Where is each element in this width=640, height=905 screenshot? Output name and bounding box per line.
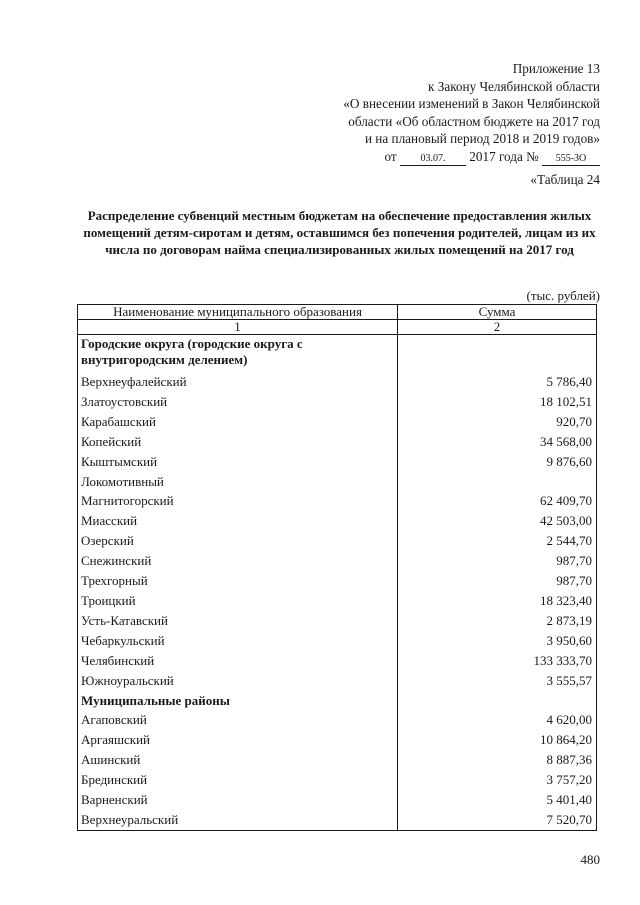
municipality-name: Магнитогорский	[78, 491, 398, 511]
page-number: 480	[580, 852, 600, 867]
appendix-line: к Закону Челябинской области	[428, 78, 600, 94]
table-label: «Таблица 24	[530, 172, 600, 187]
law-date-line	[343, 148, 600, 166]
table-row	[78, 531, 597, 551]
section-row	[78, 335, 597, 373]
subsidy-amount	[398, 472, 597, 492]
municipality-name: Локомотивный	[78, 472, 398, 492]
units-label: (тыс. рублей)	[526, 288, 600, 303]
table-row	[78, 810, 597, 830]
municipality-name: Верхнеуфалейский	[78, 372, 398, 392]
municipality-name: Варненский	[78, 790, 398, 810]
subsidy-amount: 10 864,20	[398, 730, 597, 750]
municipality-name: Трехгорный	[78, 571, 398, 591]
subsidy-amount: 133 333,70	[398, 651, 597, 671]
table-row	[78, 372, 597, 392]
column-number: 2	[398, 320, 597, 335]
table-row	[78, 571, 597, 591]
municipality-name: Кыштымский	[78, 452, 398, 472]
table-row	[78, 611, 597, 631]
municipality-name: Челябинский	[78, 651, 398, 671]
law-number: 555-ЗО	[542, 153, 600, 166]
column-header-sum: Сумма	[398, 305, 597, 320]
table-row	[78, 651, 597, 671]
subsidy-amount: 18 102,51	[398, 392, 597, 412]
table-row	[78, 412, 597, 432]
subsidy-amount: 3 555,57	[398, 671, 597, 691]
municipality-name: Усть-Катавский	[78, 611, 398, 631]
municipality-name: Троицкий	[78, 591, 398, 611]
appendix-header	[343, 60, 600, 166]
subsidy-amount: 3 757,20	[398, 770, 597, 790]
table-row	[78, 730, 597, 750]
subsidy-amount: 42 503,00	[398, 511, 597, 531]
municipality-name: Агаповский	[78, 710, 398, 730]
subsidy-amount: 7 520,70	[398, 810, 597, 830]
column-number: 1	[78, 320, 398, 335]
subsidy-amount: 4 620,00	[398, 710, 597, 730]
municipality-name: Южноуральский	[78, 671, 398, 691]
subsidy-amount: 34 568,00	[398, 432, 597, 452]
table-row	[78, 790, 597, 810]
table-row	[78, 452, 597, 472]
subsidy-amount: 18 323,40	[398, 591, 597, 611]
table-row	[78, 591, 597, 611]
municipality-name: Верхнеуральский	[78, 810, 398, 830]
table-row	[78, 511, 597, 531]
subsidy-amount: 920,70	[398, 412, 597, 432]
section-title: Городские округа (городские округа с внутригородским делением)	[78, 335, 398, 373]
section-row	[78, 691, 597, 711]
table-row	[78, 551, 597, 571]
subsidy-amount: 62 409,70	[398, 491, 597, 511]
appendix-line: Приложение 13	[512, 61, 600, 76]
law-year-text: 2017 года №	[469, 148, 539, 164]
municipality-name: Миасский	[78, 511, 398, 531]
municipality-name: Карабашский	[78, 412, 398, 432]
table-row	[78, 710, 597, 730]
table-row	[78, 432, 597, 452]
section-title: Муниципальные районы	[78, 691, 398, 711]
appendix-line: и на плановый период 2018 и 2019 годов»	[364, 131, 600, 147]
municipality-name: Златоустовский	[78, 392, 398, 412]
municipality-name: Чебаркульский	[78, 631, 398, 651]
table-header-row	[78, 305, 597, 320]
subsidy-amount: 9 876,60	[398, 452, 597, 472]
subsidy-amount: 5 401,40	[398, 790, 597, 810]
subsidy-amount: 3 950,60	[398, 631, 597, 651]
municipality-name: Брединский	[78, 770, 398, 790]
subsidy-amount: 8 887,36	[398, 750, 597, 770]
subsidy-amount: 987,70	[398, 571, 597, 591]
table-number-row	[78, 320, 597, 335]
municipality-name: Снежинский	[78, 551, 398, 571]
appendix-line: области «Об областном бюджете на 2017 год	[348, 113, 600, 129]
table-row	[78, 392, 597, 412]
table-row	[78, 671, 597, 691]
subsidy-amount: 2 544,70	[398, 531, 597, 551]
municipality-name: Аргаяшский	[78, 730, 398, 750]
column-header-name: Наименование муниципального образования	[78, 305, 398, 320]
table-row	[78, 472, 597, 492]
from-label: от	[384, 148, 397, 164]
table-row	[78, 750, 597, 770]
subsidy-amount: 2 873,19	[398, 611, 597, 631]
law-date: 03.07.	[400, 153, 466, 166]
subsidy-amount: 5 786,40	[398, 372, 597, 392]
subsidy-table	[77, 304, 597, 831]
document-title: Распределение субвенций местным бюджетам на обеспечение предоставления жилых помещений детям-сиротам и детям, оставшимся без попечения родителей, лицам из их числа по договорам найма специализированных жилых помещений на 2017 год	[83, 208, 596, 257]
municipality-name: Озерский	[78, 531, 398, 551]
municipality-name: Копейский	[78, 432, 398, 452]
table-row	[78, 491, 597, 511]
table-row	[78, 770, 597, 790]
subsidy-amount: 987,70	[398, 551, 597, 571]
appendix-line: «О внесении изменений в Закон Челябинской	[343, 96, 600, 112]
municipality-name: Ашинский	[78, 750, 398, 770]
table-row	[78, 631, 597, 651]
